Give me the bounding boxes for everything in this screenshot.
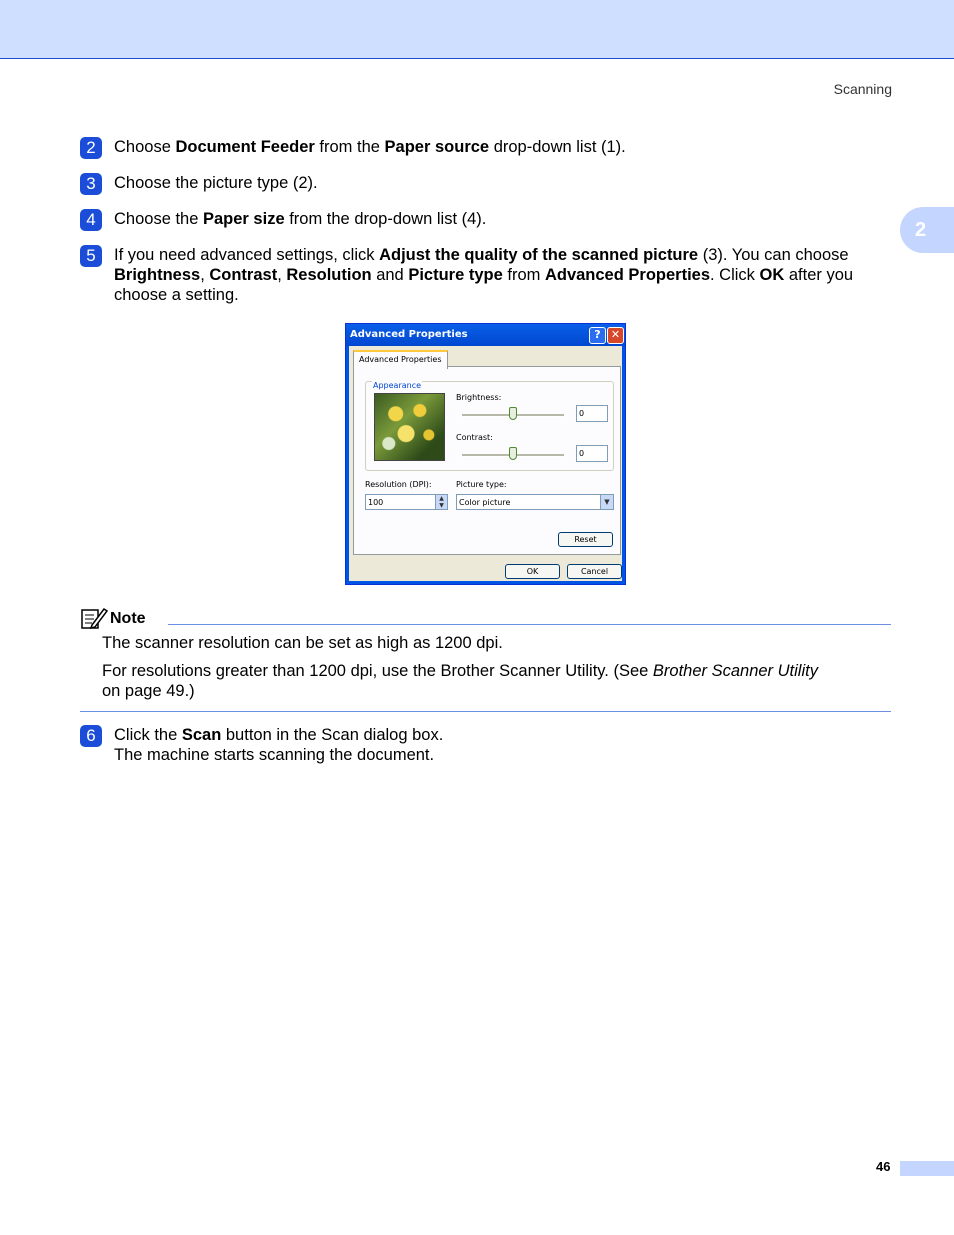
note-divider-bottom — [80, 711, 891, 712]
chevron-down-icon[interactable]: ▼ — [600, 495, 613, 509]
contrast-slider-thumb[interactable] — [509, 447, 517, 460]
brightness-slider-thumb[interactable] — [509, 407, 517, 420]
picture-type-label: Picture type: — [456, 480, 507, 489]
advanced-properties-dialog — [345, 323, 626, 585]
step-text: Choose the Paper size from the drop-down list (4). — [114, 210, 487, 228]
step-number: 5 — [80, 245, 102, 267]
cancel-button[interactable]: Cancel — [567, 564, 622, 579]
reset-button[interactable]: Reset — [558, 532, 613, 547]
dialog-client — [349, 346, 622, 581]
preview-image — [374, 393, 445, 461]
picture-type-value: Color picture — [459, 498, 511, 507]
chapter-tab: 2 — [900, 207, 954, 253]
page-number: 46 — [876, 1159, 891, 1174]
cross-reference[interactable]: Brother Scanner Utility — [652, 662, 818, 680]
step-3 — [80, 173, 890, 193]
resolution-spinbox[interactable] — [365, 494, 448, 510]
step-text: If you need advanced settings, click Adjust the quality of the scanned picture (3). You can choose Brightness, Contrast, Resolution and Picture type from Advanced Properties. Click OK after you choose a setting. — [114, 246, 854, 304]
note-divider-top — [168, 624, 891, 625]
contrast-input[interactable]: 0 — [576, 445, 608, 462]
appearance-group — [365, 381, 614, 471]
note-paragraph-2: For resolutions greater than 1200 dpi, use the Brother Scanner Utility. (See Brother Scanner Utility on page 49.) — [102, 662, 818, 700]
brightness-label: Brightness: — [456, 393, 502, 402]
step-number: 2 — [80, 137, 102, 159]
help-icon[interactable]: ? — [589, 327, 606, 344]
note-heading: Note — [110, 610, 146, 627]
step-text-line2: The machine starts scanning the document. — [114, 746, 435, 764]
appearance-label: Appearance — [373, 381, 422, 390]
step-text: Choose the picture type (2). — [114, 174, 318, 192]
resolution-value: 100 — [368, 498, 384, 507]
close-icon[interactable]: ✕ — [607, 327, 624, 344]
note-paragraph-1: The scanner resolution can be set as high as 1200 dpi. — [102, 634, 503, 652]
note-pencil-icon — [80, 606, 108, 635]
step-4 — [80, 209, 890, 229]
section-title: Scanning — [833, 81, 892, 97]
ok-button[interactable]: OK — [505, 564, 560, 579]
resolution-label: Resolution (DPI): — [365, 480, 432, 489]
dialog-titlebar — [346, 324, 625, 346]
step-number: 6 — [80, 725, 102, 747]
step-number: 3 — [80, 173, 102, 195]
step-number: 4 — [80, 209, 102, 231]
contrast-label: Contrast: — [456, 433, 493, 442]
step-6 — [80, 725, 890, 765]
brightness-input[interactable]: 0 — [576, 405, 608, 422]
header-band — [0, 0, 954, 59]
dialog-title: Advanced Properties — [350, 329, 468, 340]
step-text: Choose Document Feeder from the Paper source drop-down list (1). — [114, 138, 626, 156]
spin-arrows-icon[interactable]: ▲ ▼ — [435, 495, 447, 509]
step-2 — [80, 137, 890, 157]
tab-advanced-properties[interactable]: Advanced Properties — [353, 350, 448, 369]
tab-panel — [353, 366, 621, 555]
step-text: Click the Scan button in the Scan dialog box. — [114, 726, 444, 744]
step-5 — [80, 245, 890, 305]
picture-type-select[interactable] — [456, 494, 614, 510]
page-footer-bar — [900, 1161, 954, 1176]
